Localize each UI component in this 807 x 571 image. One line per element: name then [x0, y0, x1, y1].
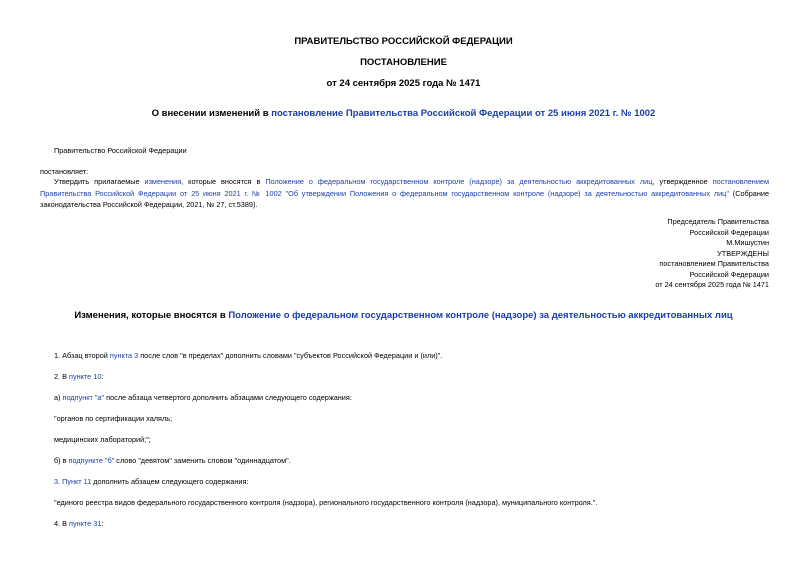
- item-4-text-a: 4. В: [54, 519, 70, 528]
- item-2: [54, 371, 103, 383]
- item-2-link[interactable]: пункте 10: [69, 372, 102, 381]
- regulation-link[interactable]: Положение о федеральном государственном контроле (надзоре) за деятельностью аккредитованных лиц: [265, 177, 653, 186]
- changes-title: [0, 310, 807, 321]
- approved-date-line: от 24 сентября 2025 года № 1471: [655, 280, 769, 289]
- resolution-link[interactable]: постановлением Правительства Российской Федерации от 25 июня 2021 г. № 1002: [40, 177, 769, 198]
- signature-line-1: Председатель Правительства: [667, 217, 769, 226]
- item-4-text-b: :: [101, 519, 104, 528]
- item-2a-text-b: после абзаца четвертого дополнить абзацами следующего содержания:: [104, 393, 352, 402]
- signature-name: М.Мишустин: [726, 238, 769, 247]
- preamble-text-2: , которые вносятся в: [181, 177, 266, 186]
- item-2b-text-b: слово "девятом" заменить словом "одиннадцатом".: [114, 456, 291, 465]
- changes-link[interactable]: изменения: [144, 177, 182, 186]
- approved-line: УТВЕРЖДЕНЫ: [717, 249, 769, 258]
- approved-org-line: Российской Федерации: [689, 270, 769, 279]
- title-prefix: О внесении изменений в: [151, 108, 272, 119]
- item-2b: [54, 455, 291, 467]
- item-2a: [54, 392, 352, 404]
- item-4-link[interactable]: пункте 31: [69, 519, 102, 528]
- item-2a-text-a: а): [54, 393, 63, 402]
- decides-line: постановляет:: [40, 167, 89, 176]
- item-2-text-a: 2. В: [54, 372, 70, 381]
- changes-title-link[interactable]: Положение о федеральном государственном контроле (надзоре) за деятельностью аккредитованных лиц: [228, 310, 733, 321]
- preamble-text-3: , утвержденное: [652, 177, 713, 186]
- title-link[interactable]: постановление Правительства Российской Федерации от 25 июня 2021 г. № 1002: [271, 108, 656, 119]
- item-2b-link[interactable]: подпункте "б": [68, 456, 115, 465]
- item-1-text-a: 1. Абзац второй: [54, 351, 110, 360]
- item-1-link[interactable]: пункта 3: [109, 351, 139, 360]
- org-heading: ПРАВИТЕЛЬСТВО РОССИЙСКОЙ ФЕДЕРАЦИИ: [294, 36, 513, 47]
- item-2-text-b: :: [101, 372, 104, 381]
- item-1-text-b: после слов "в пределах" дополнить словами "субъектов Российской Федерации и (или)".: [138, 351, 443, 360]
- quote-3: "единого реестра видов федерального государственного контроля (надзора), регионального государственного контроля (надзора), муниципального контроля.".: [54, 498, 598, 507]
- item-2a-link[interactable]: подпункт "а": [62, 393, 105, 402]
- preamble-text-1: Утвердить прилагаемые: [54, 177, 145, 186]
- resolution-title-link[interactable]: "Об утверждении Положения о федеральном государственном контроле (надзоре) за деятельностью аккредитованных лиц": [285, 188, 729, 198]
- quote-2: медицинских лабораторий;";: [54, 435, 151, 444]
- item-3-text-b: дополнить абзацем следующего содержания:: [91, 477, 249, 486]
- document-title: [0, 108, 807, 119]
- approved-by-line: постановлением Правительства: [659, 259, 769, 268]
- quote-1: "органов по сертификации халяль;: [54, 414, 173, 423]
- preamble-paragraph: [40, 176, 769, 211]
- preamble-text-5: (Собрание законодательства Российской Федерации, 2021, № 27, ст.5389).: [40, 188, 770, 209]
- item-4: [54, 518, 103, 530]
- doc-date-heading: от 24 сентября 2025 года № 1471: [326, 78, 481, 89]
- item-3: [54, 476, 248, 488]
- item-3-link[interactable]: 3. Пункт 11: [54, 477, 92, 486]
- doc-type-heading: ПОСТАНОВЛЕНИЕ: [360, 57, 447, 68]
- government-line: Правительство Российской Федерации: [54, 146, 187, 155]
- item-2b-text-a: б) в: [54, 456, 69, 465]
- signature-line-2: Российской Федерации: [689, 228, 769, 237]
- item-1: [54, 350, 442, 362]
- changes-title-prefix: Изменения, которые вносятся в: [74, 310, 229, 321]
